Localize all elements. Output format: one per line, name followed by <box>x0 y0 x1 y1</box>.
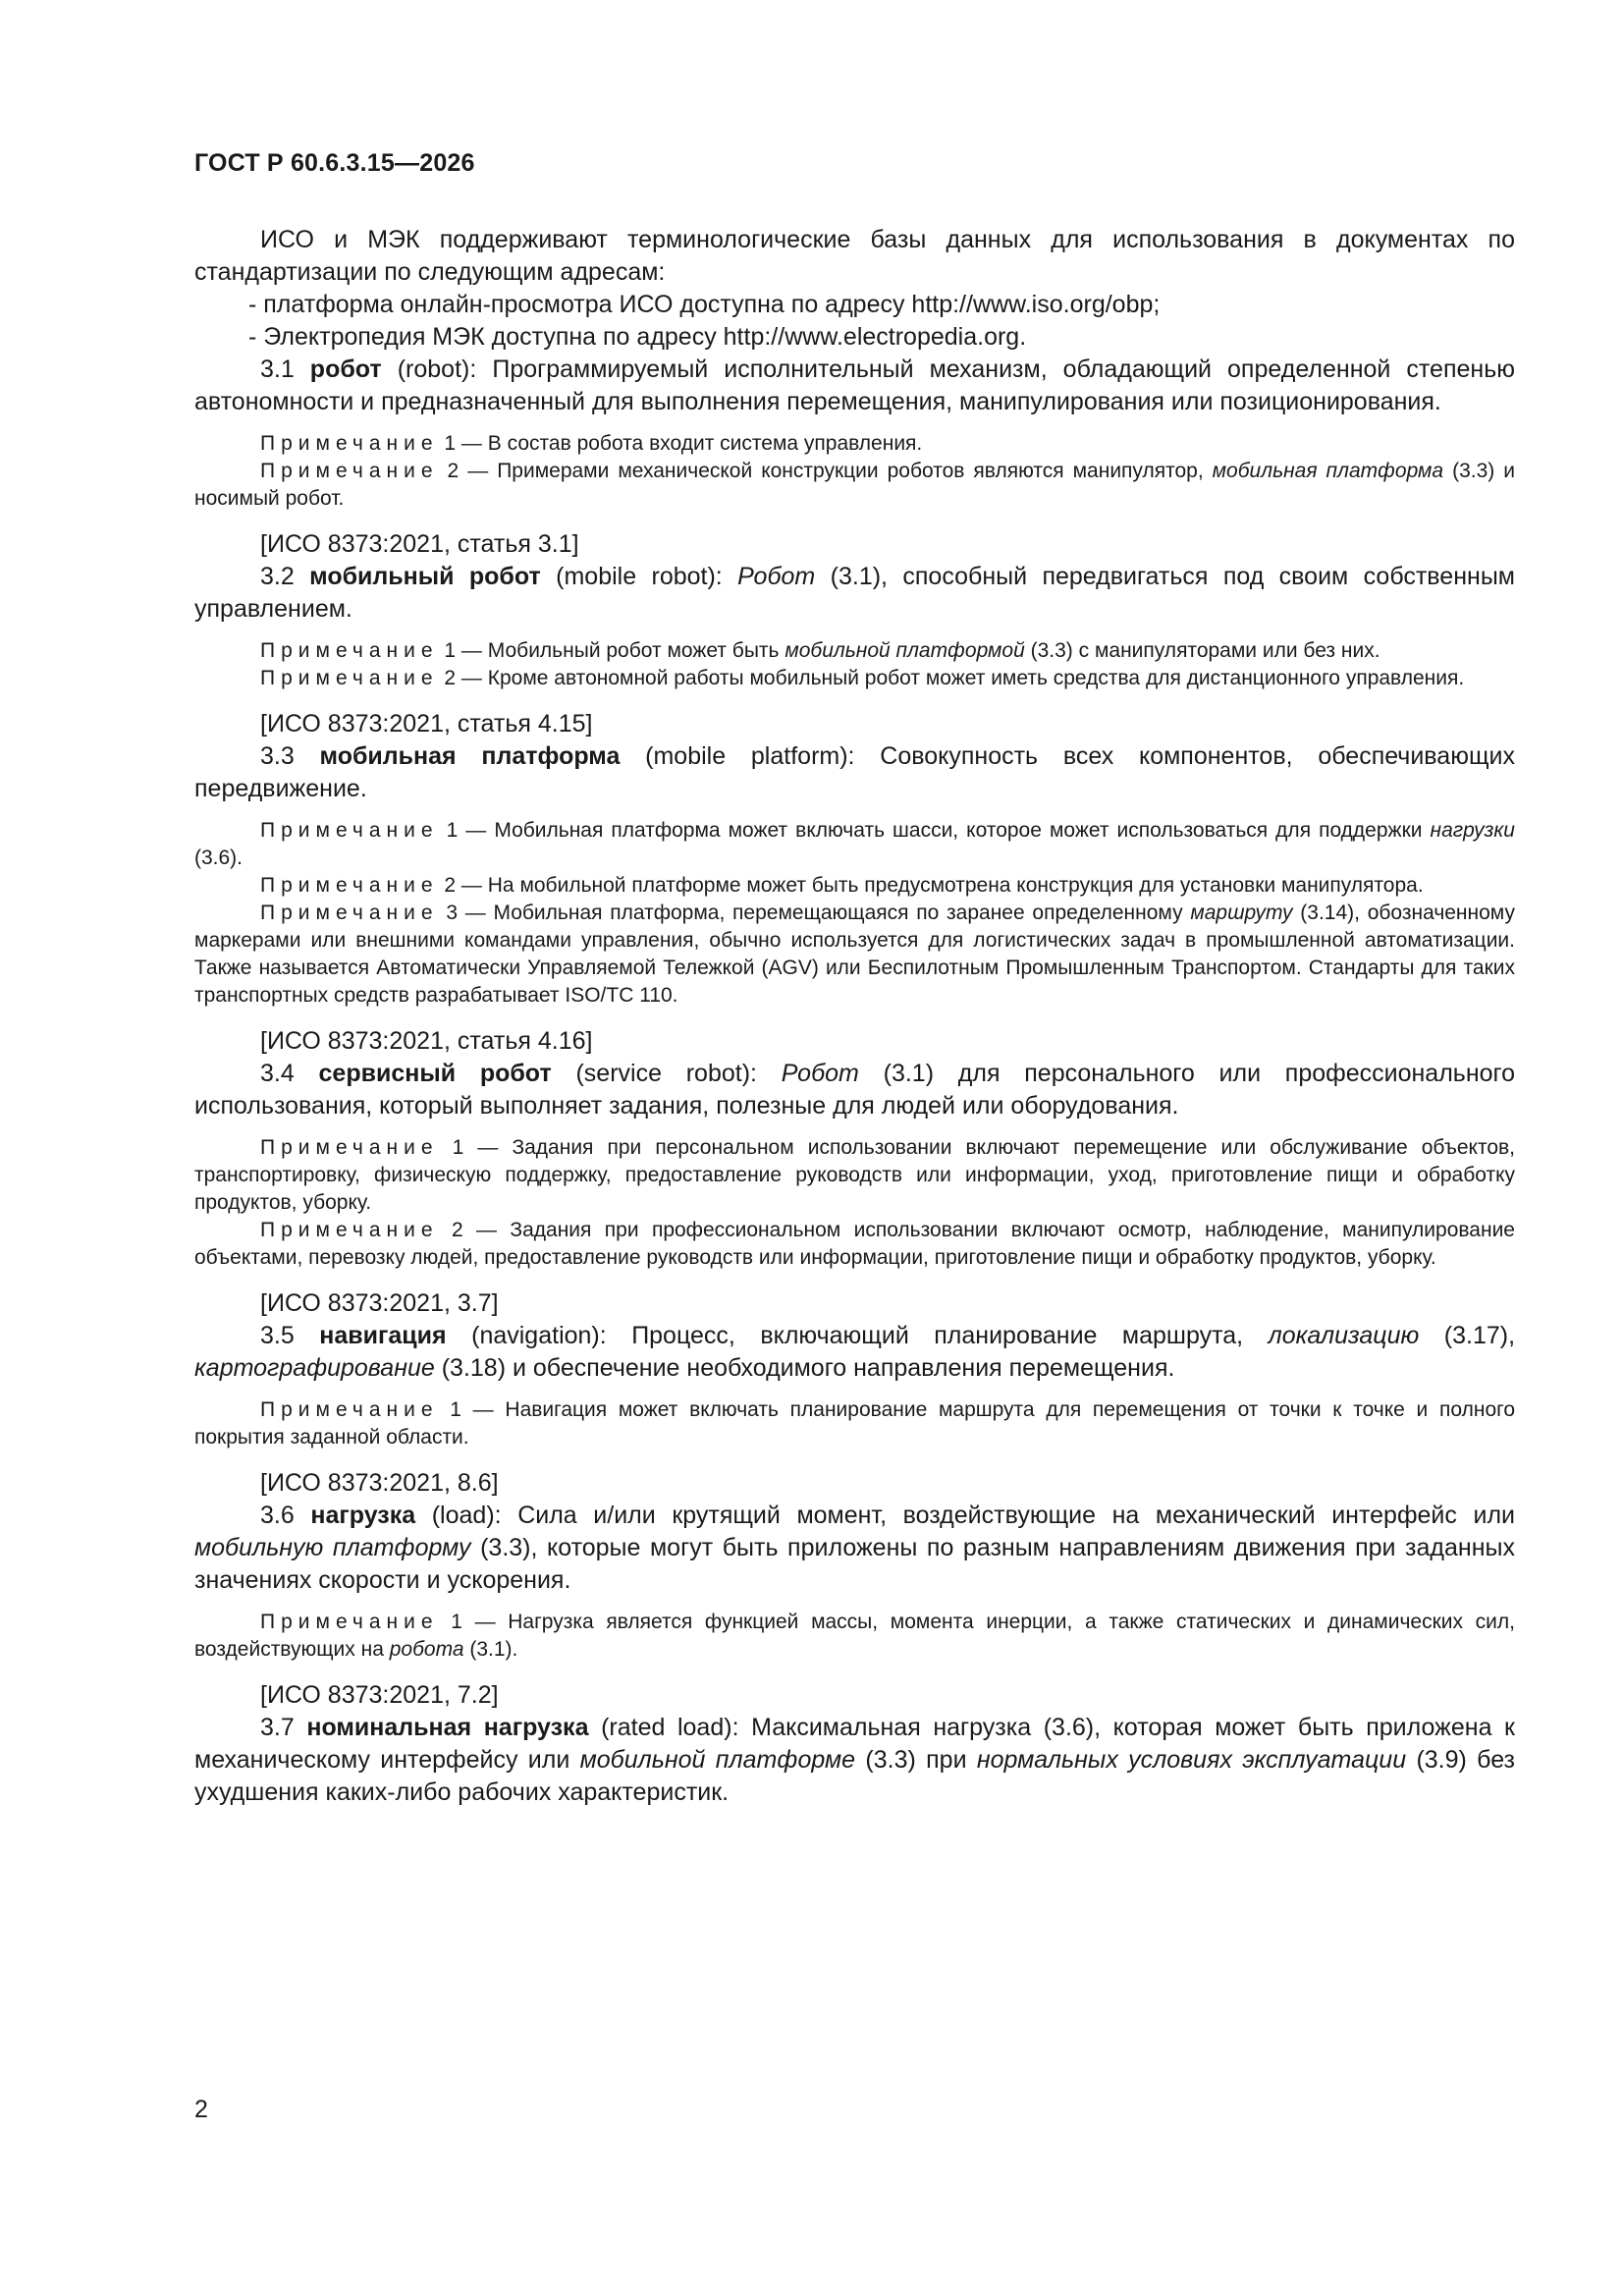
term-name: номинальная нагрузка <box>306 1714 589 1741</box>
term-number: 3.5 <box>260 1322 295 1349</box>
term-notes <box>194 1134 1515 1272</box>
term-english: (service robot): <box>575 1060 757 1087</box>
term-entry-3-2 <box>194 561 1515 626</box>
term-number: 3.3 <box>260 742 295 770</box>
note-text: (3.14), обозначенному маркерами или внешними командами управления, обычно используется для логистических задач в промышленной автоматизации. Также называется Автоматически Управляемой Тележкой (AGV) или Беспилотным Промышленным Транспортом. Стандарты для таких транспортных средств разрабатывает ISO/TC 110. <box>194 902 1515 1007</box>
term-definition: (3.1), способный передвигаться под своим собственным управлением. <box>194 563 1515 623</box>
term-entry-3-7 <box>194 1712 1515 1809</box>
term-crossref: мобильной платформе <box>579 1746 856 1774</box>
note-label: Примечание <box>260 1611 439 1633</box>
note-number: 1 — <box>451 1611 496 1633</box>
term-name: сервисный робот <box>318 1060 552 1087</box>
term-definition: Сила и/или крутящий момент, воздействующие на механический интерфейс или <box>517 1502 1515 1529</box>
note-label: Примечание <box>260 1398 439 1421</box>
term-crossref: Робот <box>781 1060 859 1087</box>
note-label: Примечание <box>260 902 439 924</box>
note-label: Примечание <box>260 639 439 662</box>
note-text: (3.3) с манипуляторами или без них. <box>1030 639 1380 662</box>
term-source: [ИСО 8373:2021, 3.7] <box>260 1289 499 1317</box>
note <box>194 1609 1515 1664</box>
term-number: 3.6 <box>260 1502 295 1529</box>
note <box>194 637 1515 665</box>
term-number: 3.7 <box>260 1714 295 1741</box>
term-name: навигация <box>319 1322 447 1349</box>
note-number: 2 — <box>451 1219 498 1241</box>
note-crossref: маршруту <box>1190 902 1293 924</box>
note-number: 2 — <box>447 460 489 482</box>
intro-list-item: - платформа онлайн-просмотра ИСО доступна по адресу http://www.iso.org/obp; <box>248 291 1161 318</box>
note-number: 1 — <box>446 819 487 842</box>
term-english: (load): <box>431 1502 502 1529</box>
note <box>194 1217 1515 1272</box>
term-crossref: нормальных условиях эксплуатации <box>976 1746 1407 1774</box>
term-number: 3.1 <box>260 355 295 383</box>
note <box>194 430 1515 458</box>
note-text: На мобильной платформе может быть предусмотрена конструкция для установки манипулятора. <box>487 874 1424 897</box>
term-entry-3-5 <box>194 1320 1515 1385</box>
note-label: Примечание <box>260 667 439 689</box>
note-text: Задания при персональном использовании включают перемещение или обслуживание объектов, транспортировку, физическую поддержку, предоставление руководств или информации, уход, приготовление пищи и обработку продуктов, уборку. <box>194 1136 1515 1214</box>
term-entry-3-4 <box>194 1058 1515 1122</box>
note-text: (3.3) и носимый робот. <box>194 460 1515 510</box>
term-number: 3.2 <box>260 563 295 590</box>
note-text: Мобильная платформа может включать шасси, которое может использоваться для поддержки <box>494 819 1423 842</box>
note-number: 2 — <box>444 667 482 689</box>
note-crossref: нагрузки <box>1430 819 1515 842</box>
note-crossref: мобильной платформой <box>784 639 1025 662</box>
term-english: (rated load): <box>601 1714 739 1741</box>
term-crossref: Робот <box>737 563 816 590</box>
note <box>194 458 1515 513</box>
term-source: [ИСО 8373:2021, статья 3.1] <box>260 530 579 558</box>
note-number: 1 — <box>444 432 482 455</box>
note-text: Кроме автономной работы мобильный робот может иметь средства для дистанционного управления. <box>487 667 1465 689</box>
document-code: ГОСТ Р 60.6.3.15—2026 <box>194 149 475 177</box>
note-number: 2 — <box>444 874 482 897</box>
note-text: В состав робота входит система управления. <box>487 432 923 455</box>
term-definition: (3.3), которые могут быть приложены по разным направлениям движения при заданных значениях скорости и ускорения. <box>194 1534 1515 1594</box>
term-english: (navigation): <box>471 1322 607 1349</box>
note-text: Мобильная платформа, перемещающаяся по заранее определенному <box>493 902 1183 924</box>
term-definition: Процесс, включающий планирование маршрута, <box>631 1322 1244 1349</box>
term-notes <box>194 1396 1515 1451</box>
intro-list-item: - Электропедия МЭК доступна по адресу http://www.electropedia.org. <box>248 323 1027 351</box>
term-crossref: картографирование <box>194 1354 435 1382</box>
note-crossref: мобильная платформа <box>1212 460 1444 482</box>
note-label: Примечание <box>260 1219 439 1241</box>
term-crossref: мобильную платформу <box>194 1534 471 1561</box>
note <box>194 665 1515 692</box>
note-number: 3 — <box>446 902 486 924</box>
term-entry-3-1 <box>194 354 1515 418</box>
note-label: Примечание <box>260 432 439 455</box>
note-label: Примечание <box>260 460 439 482</box>
term-definition: (3.9) без ухудшения каких-либо рабочих характеристик. <box>194 1746 1516 1806</box>
term-source: [ИСО 8373:2021, 8.6] <box>260 1469 499 1497</box>
term-definition: (3.3) при <box>865 1746 967 1774</box>
term-notes <box>194 1609 1515 1664</box>
term-definition: (3.17), <box>1443 1322 1516 1349</box>
note-label: Примечание <box>260 819 439 842</box>
term-english: (mobile platform): <box>645 742 855 770</box>
page-number: 2 <box>194 2096 208 2123</box>
term-definition: Программируемый исполнительный механизм, обладающий определенной степенью автономности и предназначенный для выполнения перемещения, манипулирования или позиционирования. <box>194 355 1515 415</box>
term-definition: (3.1) для персонального или профессионального использования, который выполняет задания, полезные для людей или оборудования. <box>194 1060 1515 1120</box>
intro-paragraph: ИСО и МЭК поддерживают терминологические базы данных для использования в документах по стандартизации по следующим адресам: <box>194 226 1515 286</box>
note <box>194 900 1515 1010</box>
term-source: [ИСО 8373:2021, статья 4.16] <box>260 1027 593 1055</box>
term-entry-3-6 <box>194 1500 1515 1597</box>
term-name: мобильный робот <box>309 563 541 590</box>
term-definition: Максимальная нагрузка (3.6), которая может быть приложена к механическому интерфейсу или <box>194 1714 1515 1774</box>
note <box>194 817 1515 872</box>
term-definition: (3.18) и обеспечение необходимого направления перемещения. <box>441 1354 1175 1382</box>
note-text: Нагрузка является функцией массы, момента инерции, а также статических и динамических сил, воздействующих на <box>194 1611 1516 1661</box>
note-text: Навигация может включать планирование маршрута для перемещения от точки к точке и полного покрытия заданной области. <box>194 1398 1515 1449</box>
term-name: робот <box>309 355 382 383</box>
note-text: Задания при профессиональном использовании включают осмотр, наблюдение, манипулирование объектами, перевозку людей, предоставление руководств или информации, приготовление пищи и обработку продуктов, уборку. <box>194 1219 1515 1269</box>
term-name: нагрузка <box>310 1502 416 1529</box>
term-entry-3-3 <box>194 740 1515 805</box>
note-text: Мобильный робот может быть <box>487 639 780 662</box>
term-english: (mobile robot): <box>556 563 723 590</box>
note-number: 1 — <box>444 639 482 662</box>
term-source: [ИСО 8373:2021, статья 4.15] <box>260 710 593 738</box>
note-text: (3.6). <box>194 847 243 869</box>
note-label: Примечание <box>260 874 439 897</box>
note <box>194 1134 1515 1217</box>
term-notes <box>194 637 1515 692</box>
term-name: мобильная платформа <box>319 742 621 770</box>
term-notes <box>194 817 1515 1010</box>
term-crossref: локализацию <box>1268 1322 1420 1349</box>
term-number: 3.4 <box>260 1060 295 1087</box>
note-number: 1 — <box>452 1136 499 1159</box>
term-definition: Совокупность всех компонентов, обеспечивающих передвижение. <box>194 742 1515 802</box>
note-text: (3.1). <box>469 1638 518 1661</box>
note-number: 1 — <box>450 1398 494 1421</box>
note-text: Примерами механической конструкции роботов являются манипулятор, <box>497 460 1204 482</box>
term-english: (robot): <box>397 355 477 383</box>
note <box>194 872 1515 900</box>
document-body <box>194 224 1515 1809</box>
note <box>194 1396 1515 1451</box>
note-crossref: робота <box>389 1638 464 1661</box>
term-notes <box>194 430 1515 513</box>
note-label: Примечание <box>260 1136 439 1159</box>
term-source: [ИСО 8373:2021, 7.2] <box>260 1681 499 1709</box>
